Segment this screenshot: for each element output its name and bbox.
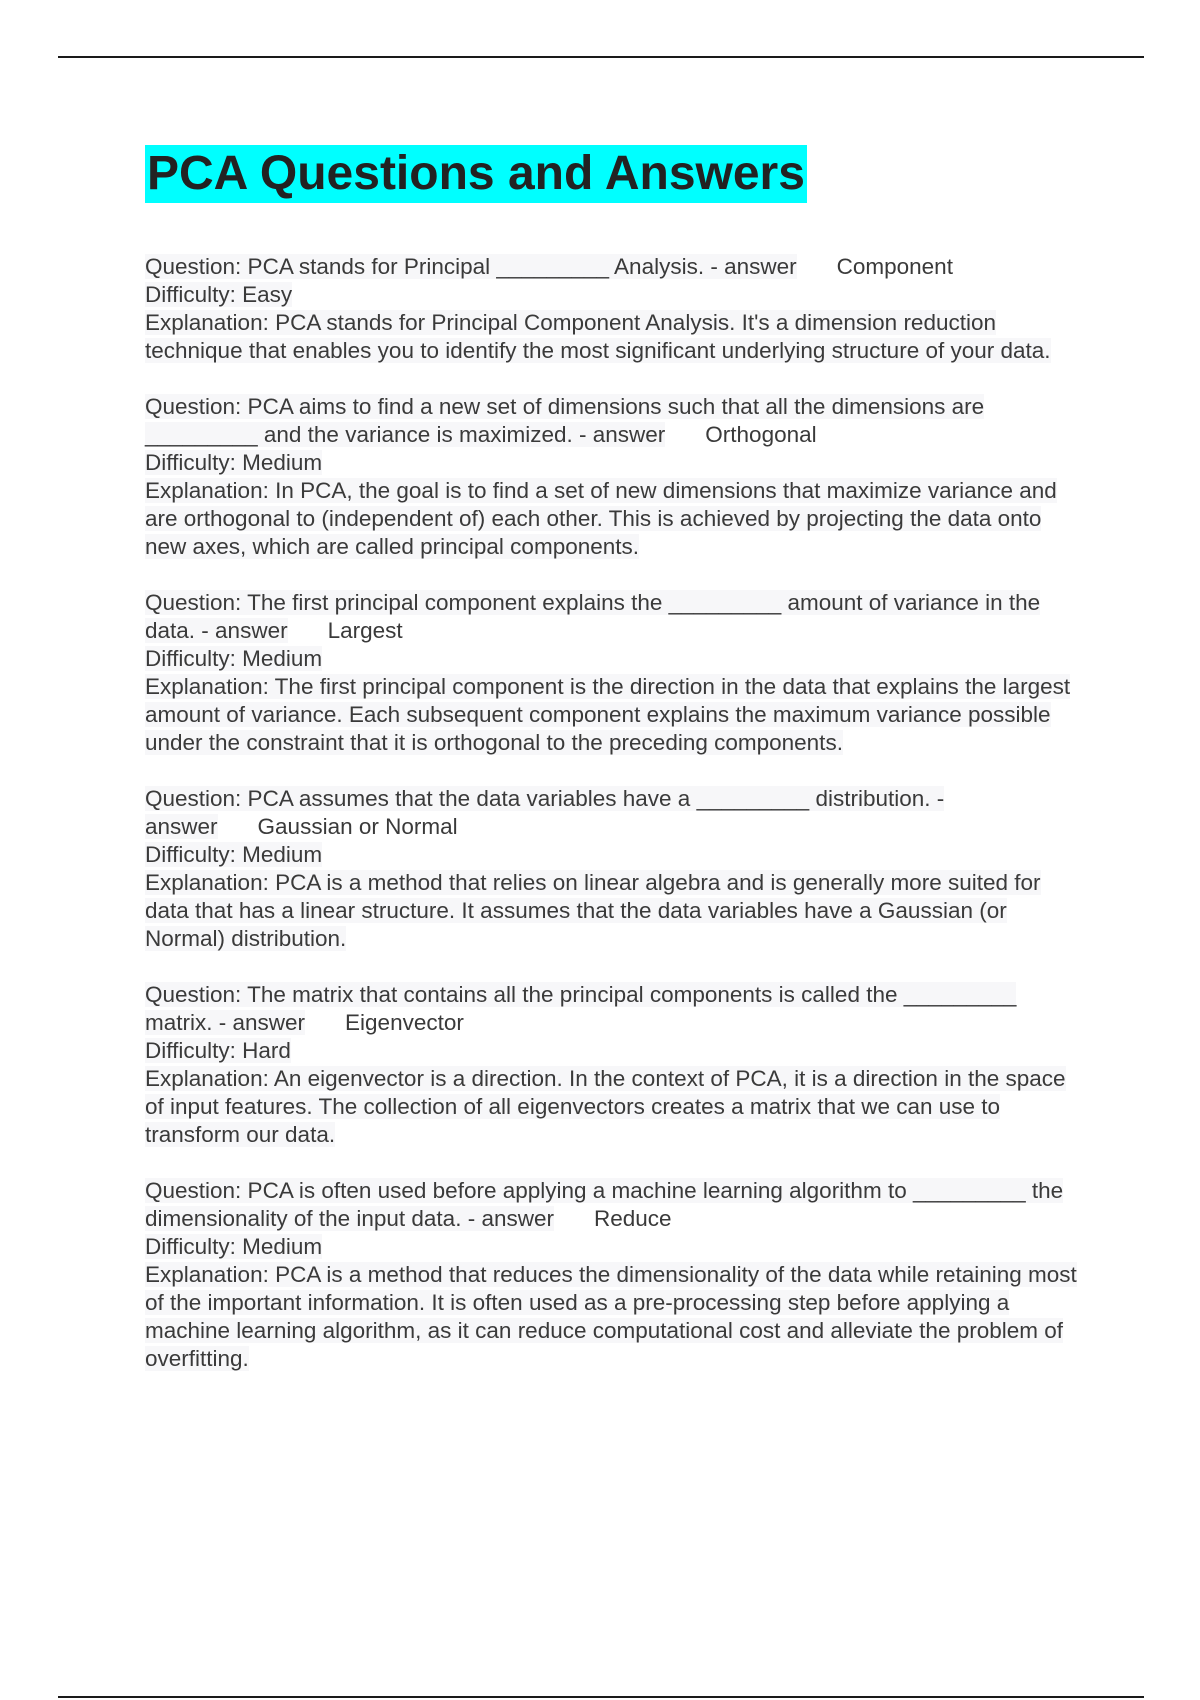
difficulty-text: Difficulty: Easy [145, 282, 293, 307]
bottom-rule [58, 1696, 1144, 1698]
answer-text: Eigenvector [345, 1010, 464, 1035]
difficulty-text: Difficulty: Medium [145, 450, 323, 475]
question-text: Question: The matrix that contains all the principal components is called the _________ matrix. - answer [145, 982, 1017, 1035]
answer-text: Orthogonal [705, 422, 817, 447]
difficulty-text: Difficulty: Hard [145, 1038, 291, 1063]
document-body [145, 145, 1085, 1401]
explanation-text: Explanation: PCA is a method that relies on linear algebra and is generally more suited for data that has a linear structure. It assumes that the data variables have a Gaussian (or Normal) distribution. [145, 870, 1041, 951]
question-text: Question: PCA assumes that the data variables have a _________ distribution. - answer [145, 786, 945, 839]
qa-item [145, 253, 1085, 365]
explanation-text: Explanation: PCA is a method that reduces the dimensionality of the data while retaining most of the important information. It is often used as a pre-processing step before applying a machine learning algorithm, as it can reduce computational cost and alleviate the problem of overfitting. [145, 1262, 1077, 1371]
qa-item [145, 589, 1085, 757]
answer-text: Gaussian or Normal [257, 814, 458, 839]
question-text: Question: The first principal component explains the _________ amount of variance in the data. - answer [145, 590, 1041, 643]
qa-item [145, 1177, 1085, 1373]
explanation-text: Explanation: PCA stands for Principal Component Analysis. It's a dimension reduction technique that enables you to identify the most significant underlying structure of your data. [145, 310, 1051, 363]
qa-item [145, 785, 1085, 953]
difficulty-text: Difficulty: Medium [145, 1234, 323, 1259]
page-title: PCA Questions and Answers [145, 145, 807, 203]
top-rule [58, 56, 1144, 58]
question-text: Question: PCA stands for Principal _________ Analysis. - answer [145, 254, 797, 279]
answer-text: Largest [327, 618, 403, 643]
qa-list [145, 253, 1085, 1373]
explanation-text: Explanation: An eigenvector is a direction. In the context of PCA, it is a direction in the space of input features. The collection of all eigenvectors creates a matrix that we can use to transform our data. [145, 1066, 1066, 1147]
difficulty-text: Difficulty: Medium [145, 842, 323, 867]
question-text: Question: PCA aims to find a new set of dimensions such that all the dimensions are _________ and the variance is maximized. - answer [145, 394, 985, 447]
explanation-text: Explanation: The first principal component is the direction in the data that explains the largest amount of variance. Each subsequent component explains the maximum variance possible under the constraint that it is orthogonal to the preceding components. [145, 674, 1071, 755]
question-text: Question: PCA is often used before applying a machine learning algorithm to _________ the dimensionality of the input data. - answer [145, 1178, 1064, 1231]
explanation-text: Explanation: In PCA, the goal is to find a set of new dimensions that maximize variance and are orthogonal to (independent of) each other. This is achieved by projecting the data onto new axes, which are called principal components. [145, 478, 1057, 559]
difficulty-text: Difficulty: Medium [145, 646, 323, 671]
qa-item [145, 393, 1085, 561]
answer-text: Reduce [593, 1206, 672, 1231]
qa-item [145, 981, 1085, 1149]
answer-text: Component [836, 254, 953, 279]
